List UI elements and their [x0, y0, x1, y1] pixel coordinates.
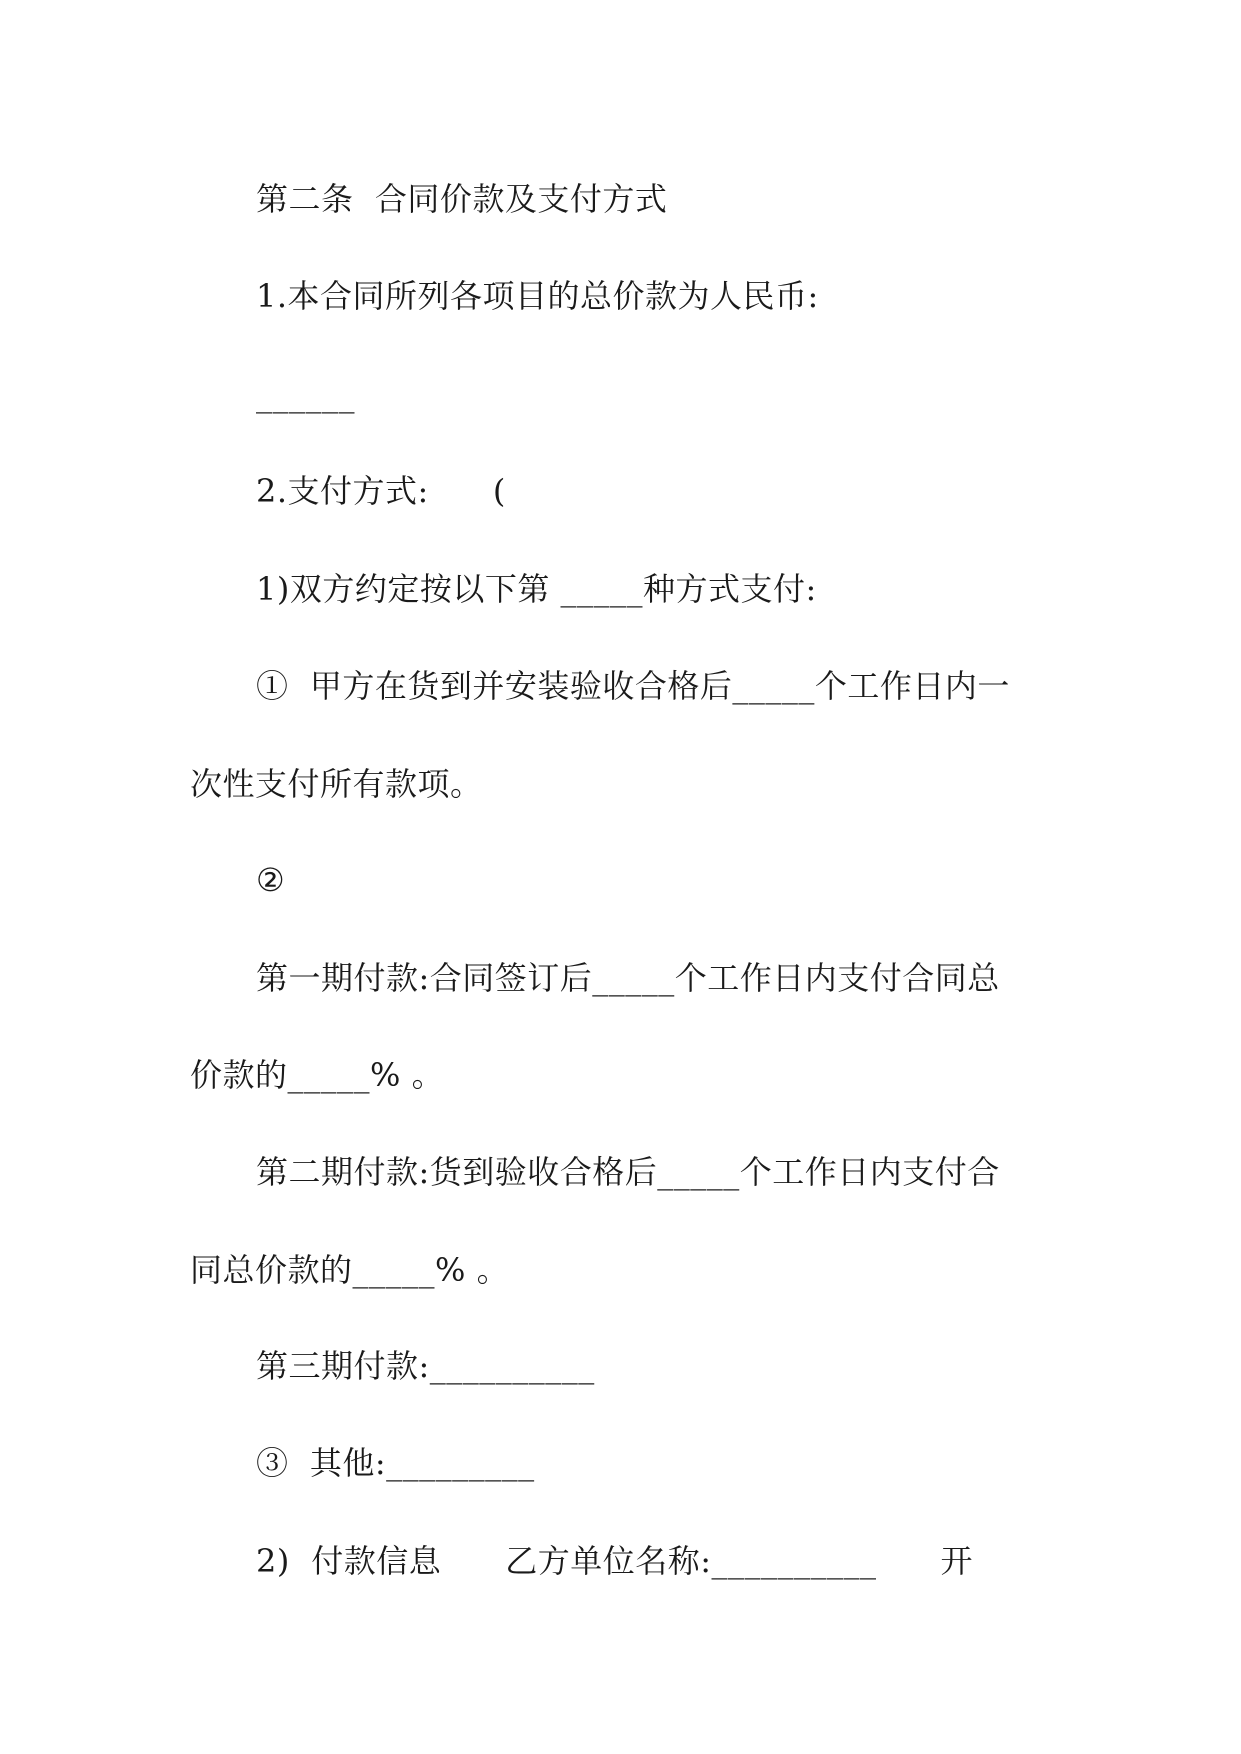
option-one-line-2: 次性支付所有款项。: [190, 765, 483, 803]
paragraph-payment-method: 2.支付方式: (: [256, 472, 506, 510]
paragraph-total-price: 1.本合同所列各项目的总价款为人民币:: [256, 277, 819, 315]
payment-info-line: 2) 付款信息 乙方单位名称:__________ 开: [256, 1542, 974, 1580]
option-three-other: ③ 其他:_________: [256, 1444, 535, 1482]
paragraph-payment-option: 1)双方约定按以下第 _____种方式支付:: [256, 570, 817, 608]
second-payment-line-1: 第二期付款:货到验收合格后_____个工作日内支付合: [256, 1153, 1000, 1191]
first-payment-line-2: 价款的_____% 。: [190, 1056, 445, 1094]
blank-amount-line: ______: [256, 376, 355, 414]
option-one-line-1: ① 甲方在货到并安装验收合格后_____个工作日内一: [256, 667, 1010, 705]
clause-heading: 第二条 合同价款及支付方式: [256, 180, 668, 218]
option-two-marker: ②: [256, 861, 286, 899]
second-payment-line-2: 同总价款的_____% 。: [190, 1251, 510, 1289]
third-payment-line: 第三期付款:__________: [256, 1347, 595, 1385]
first-payment-line-1: 第一期付款:合同签订后_____个工作日内支付合同总: [256, 959, 1000, 997]
